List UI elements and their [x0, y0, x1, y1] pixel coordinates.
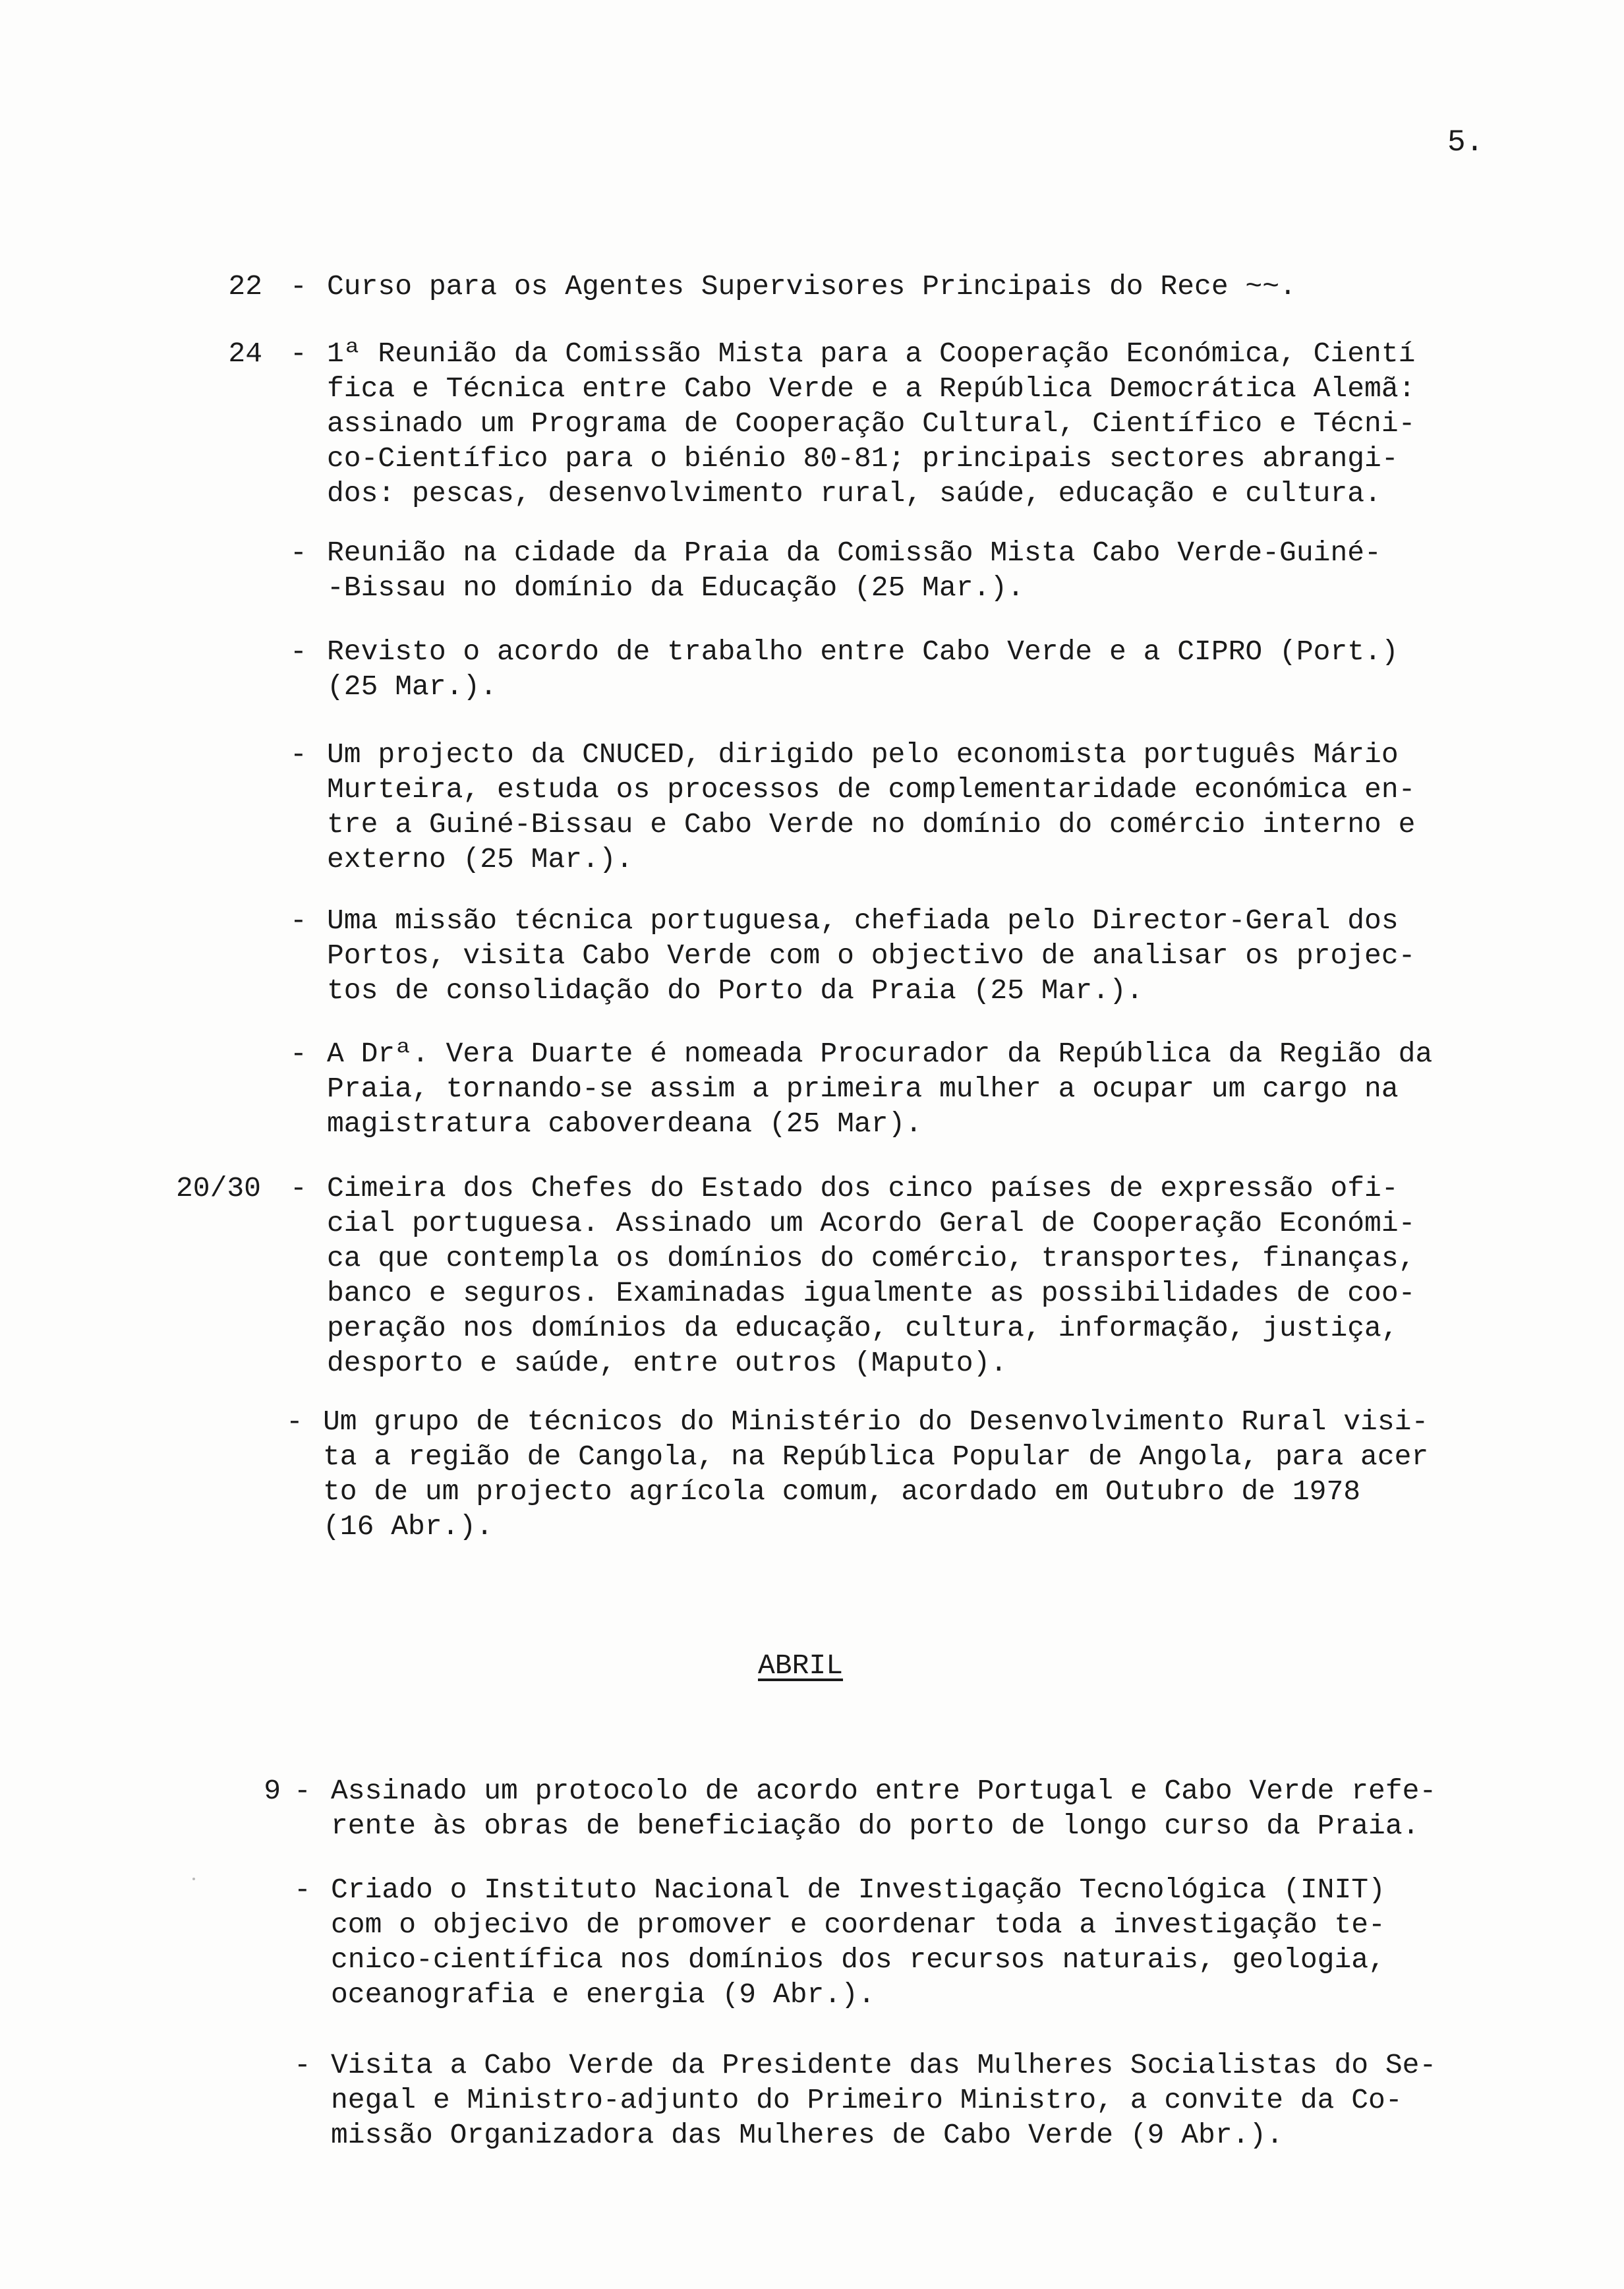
entry-text: A Drª. Vera Duarte é nomeada Procurador da República da Região da Praia, tornando-se assim a primeira mulher a ocupar um cargo na magistratura caboverdeana (25 Mar). [327, 1038, 1433, 1140]
entry-dash: - [290, 1172, 307, 1204]
entry-text: Visita a Cabo Verde da Presidente das Mulheres Socialistas do Se- negal e Ministro-adjunto do Primeiro Ministro, a convite da Co- missão Organizadora das Mulheres de Cabo Verde (9 Abr.). [331, 2049, 1437, 2151]
entry-dash: - [290, 738, 307, 771]
entry-dash: - [290, 537, 307, 569]
entry-dash: - [290, 338, 307, 370]
entry-date: 9 [264, 1775, 281, 1807]
entry-text: Revisto o acordo de trabalho entre Cabo Verde e a CIPRO (Port.) (25 Mar.). [327, 636, 1399, 703]
entry-date: 22 [228, 270, 262, 303]
entry-dash: - [290, 1038, 307, 1070]
entry-dash: - [286, 1406, 303, 1438]
scan-speck [192, 1878, 195, 1880]
entry-text: Criado o Instituto Nacional de Investigação Tecnológica (INIT) com o objecivo de promover e coordenar toda a investigação te- cnico-científica nos domínios dos recursos naturais, geologia, oceanografia e energia (9 Abr.). [331, 1874, 1385, 2011]
entry-text: Uma missão técnica portuguesa, chefiada pelo Director-Geral dos Portos, visita Cabo Verde com o objectivo de analisar os projec- tos de consolidação do Porto da Praia (25 Mar.). [327, 905, 1416, 1007]
entry-text: Cimeira dos Chefes do Estado dos cinco países de expressão ofi- cial portuguesa. Assinado um Acordo Geral de Cooperação Económi- ca que contempla os domínios do comércio, transportes, finanças, banco e seguros. Examinadas igualmente as possibilidades de coo- peração nos domínios da educação, cultura, informação, justiça, desporto e saúde, entre outros (Maputo). [327, 1172, 1416, 1379]
entry-dash: - [294, 1874, 311, 1906]
entry-text: Reunião na cidade da Praia da Comissão Mista Cabo Verde-Guiné- -Bissau no domínio da Educação (25 Mar.). [327, 537, 1381, 604]
entry-dash: - [294, 1775, 311, 1807]
page-number: 5. [1447, 125, 1484, 160]
entry-text: 1ª Reunião da Comissão Mista para a Cooperação Económica, Cientí fica e Técnica entre Cabo Verde e a República Democrática Alemã: assinado um Programa de Cooperação Cultural, Científico e Técni- co-Científico para o biénio 80-81; principais sectores abrangi- dos: pescas, desenvolvimento rural, saúde, educação e cultura. [327, 338, 1416, 510]
month-heading: ABRIL [758, 1650, 844, 1682]
entry-dash: - [290, 905, 307, 937]
entry-text: Curso para os Agentes Supervisores Principais do Rece ~~. [327, 270, 1296, 303]
entry-dash: - [290, 636, 307, 668]
entry-text: Assinado um protocolo de acordo entre Portugal e Cabo Verde refe- rente às obras de beneficiação do porto de longo curso da Praia. [331, 1775, 1437, 1842]
entry-text: Um grupo de técnicos do Ministério do Desenvolvimento Rural visi- ta a região de Cangola, na República Popular de Angola, para acer to de um projecto agrícola comum, acordado em Outubro de 1978 (16 Abr.). [323, 1406, 1429, 1543]
entry-dash: - [294, 2049, 311, 2081]
entry-dash: - [290, 270, 307, 303]
entry-date: 20/30 [175, 1172, 261, 1204]
entry-text: Um projecto da CNUCED, dirigido pelo economista português Mário Murteira, estuda os processos de complementaridade económica en- tre a Guiné-Bissau e Cabo Verde no domínio do comércio interno e externo (25 Mar.). [327, 738, 1416, 876]
entry-date: 24 [228, 338, 262, 370]
